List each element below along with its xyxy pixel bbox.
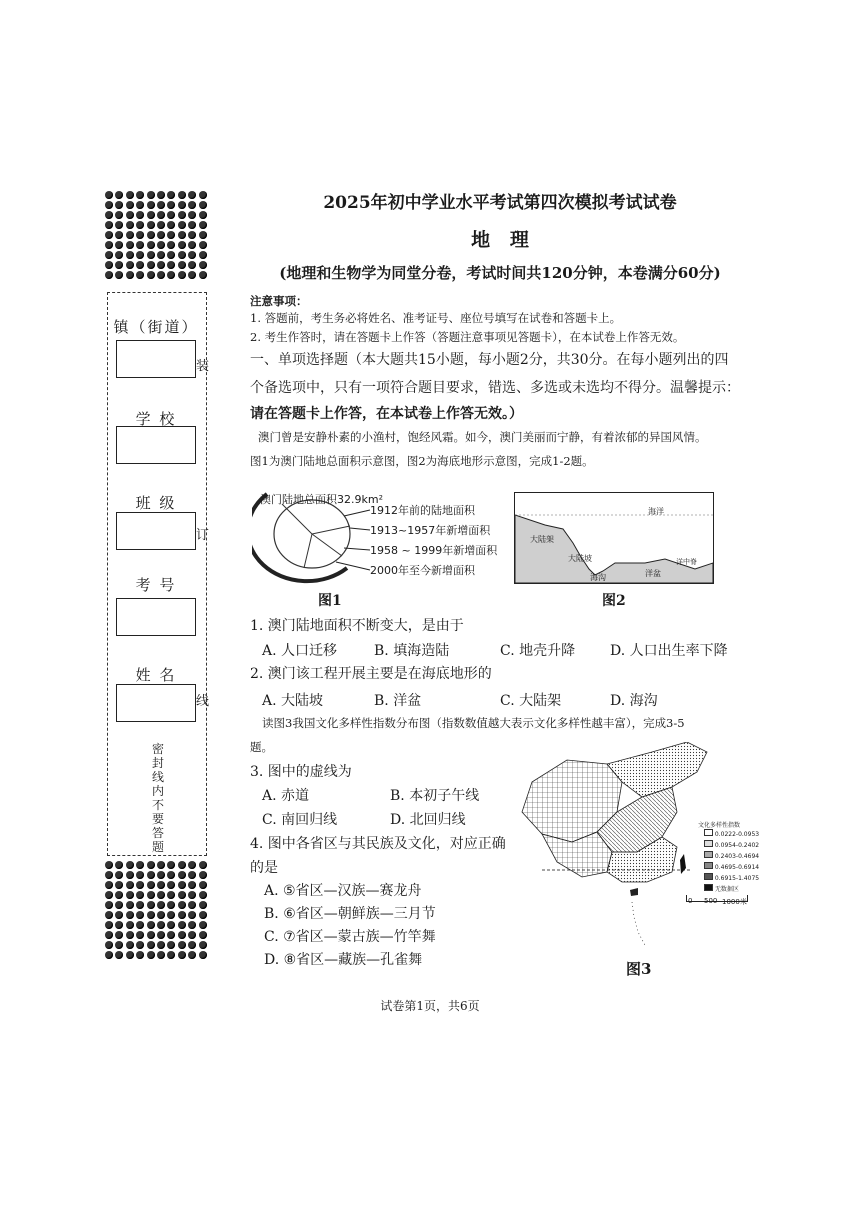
passage1-line2: 图1为澳门陆地总面积示意图，图2为海底地形示意图，完成1-2题。 bbox=[250, 454, 594, 468]
section1-line2: 个备选项中，只有一项符合题目要求，错选、多选或未选均不得分。温馨提示： bbox=[250, 380, 740, 396]
figure2-caption: 图2 bbox=[602, 593, 626, 609]
binding-dot bbox=[199, 941, 207, 949]
section1-line3: 请在答题卡上作答，在本试卷上作答无效。） bbox=[250, 406, 523, 422]
binding-dot bbox=[167, 271, 175, 279]
binding-dot bbox=[115, 271, 123, 279]
binding-dot bbox=[136, 201, 144, 209]
binding-dot bbox=[199, 191, 207, 199]
binding-dot bbox=[126, 201, 134, 209]
question-2-option-a[interactable]: A. 大陆坡 bbox=[262, 693, 324, 709]
binding-dot bbox=[178, 911, 186, 919]
class-label: 班 级 bbox=[135, 494, 177, 512]
figure1-legend-3: 1958 ~ 1999年新增面积 bbox=[370, 544, 498, 557]
binding-dot bbox=[115, 191, 123, 199]
binding-dot bbox=[147, 191, 155, 199]
binding-dot bbox=[188, 901, 196, 909]
binding-dot bbox=[115, 881, 123, 889]
binding-dot bbox=[199, 901, 207, 909]
binding-dot bbox=[167, 211, 175, 219]
binding-dot bbox=[178, 871, 186, 879]
binding-dot bbox=[136, 901, 144, 909]
binding-dot bbox=[199, 251, 207, 259]
exam-number-label: 考 号 bbox=[135, 576, 177, 594]
binding-dots-top bbox=[104, 190, 208, 280]
binding-dot bbox=[188, 951, 196, 959]
binding-dot bbox=[126, 941, 134, 949]
binding-dot bbox=[167, 251, 175, 259]
binding-dot bbox=[167, 231, 175, 239]
exam-subtitle: (地理和生物学为同堂分卷，考试时间共120分钟，本卷满分60分) bbox=[279, 264, 721, 282]
binding-dot bbox=[126, 211, 134, 219]
binding-dot bbox=[199, 911, 207, 919]
binding-dot bbox=[136, 921, 144, 929]
binding-dot bbox=[167, 921, 175, 929]
binding-dot bbox=[126, 931, 134, 939]
binding-dot bbox=[178, 901, 186, 909]
binding-dot bbox=[167, 931, 175, 939]
binding-dot bbox=[126, 271, 134, 279]
binding-dot bbox=[126, 881, 134, 889]
binding-dot bbox=[126, 901, 134, 909]
binding-dot bbox=[188, 261, 196, 269]
binding-dot bbox=[157, 241, 165, 249]
binding-dot bbox=[178, 261, 186, 269]
legend-row: 0.4695-0.6914 bbox=[704, 862, 764, 873]
exam-number-field[interactable] bbox=[116, 598, 196, 636]
binding-dot bbox=[157, 921, 165, 929]
binding-dot bbox=[115, 261, 123, 269]
binding-dot bbox=[105, 891, 113, 899]
subject-title: 地 理 bbox=[471, 229, 529, 251]
binding-dot bbox=[147, 901, 155, 909]
binding-dot bbox=[136, 231, 144, 239]
binding-dot bbox=[188, 221, 196, 229]
binding-dot bbox=[126, 241, 134, 249]
binding-dot bbox=[157, 941, 165, 949]
binding-dots-bottom bbox=[104, 860, 208, 960]
binding-dot bbox=[105, 901, 113, 909]
passage2-line2: 题。 bbox=[250, 740, 273, 754]
binding-dot bbox=[115, 941, 123, 949]
binding-dot bbox=[136, 211, 144, 219]
figure2-label-shelf: 大陆架 bbox=[530, 535, 554, 544]
binding-dot bbox=[199, 211, 207, 219]
binding-dot bbox=[178, 191, 186, 199]
binding-dot bbox=[115, 251, 123, 259]
binding-dot bbox=[167, 881, 175, 889]
binding-dot bbox=[126, 871, 134, 879]
binding-dot bbox=[188, 211, 196, 219]
binding-dot bbox=[167, 911, 175, 919]
binding-dot bbox=[126, 261, 134, 269]
binding-dot bbox=[105, 251, 113, 259]
binding-dot bbox=[105, 191, 113, 199]
legend-row: 0.0222-0.0953 bbox=[704, 829, 764, 840]
binding-dot bbox=[136, 261, 144, 269]
binding-dot bbox=[188, 911, 196, 919]
binding-dot bbox=[147, 251, 155, 259]
passage2-line1: 读图3我国文化多样性指数分布图（指数数值越大表示文化多样性越丰富），完成3-5 bbox=[262, 716, 685, 730]
binding-dot bbox=[178, 221, 186, 229]
binding-dot bbox=[105, 241, 113, 249]
binding-dot bbox=[105, 951, 113, 959]
map-south-sea-islands bbox=[632, 902, 646, 947]
question-1-stem: 1. 澳门陆地面积不断变大，是由于 bbox=[250, 618, 464, 634]
binding-dot bbox=[115, 221, 123, 229]
class-field[interactable] bbox=[116, 512, 196, 550]
binding-dot bbox=[199, 221, 207, 229]
binding-dot bbox=[105, 221, 113, 229]
figure2-label-slope: 大陆坡 bbox=[568, 554, 592, 563]
binding-dot bbox=[199, 951, 207, 959]
binding-dot bbox=[157, 271, 165, 279]
binding-dot bbox=[126, 221, 134, 229]
question-4-option-b[interactable]: B. ⑥省区—朝鲜族—三月节 bbox=[264, 906, 436, 922]
question-3-option-b[interactable]: B. 本初子午线 bbox=[390, 788, 480, 804]
binding-dot bbox=[136, 191, 144, 199]
figure2-seafloor-profile bbox=[515, 515, 713, 583]
binding-dot bbox=[147, 951, 155, 959]
figure1-caption: 图1 bbox=[318, 593, 342, 609]
binding-dot bbox=[115, 201, 123, 209]
binding-dot bbox=[115, 891, 123, 899]
binding-dot bbox=[199, 931, 207, 939]
binding-dot bbox=[136, 271, 144, 279]
binding-dot bbox=[178, 231, 186, 239]
binding-dot bbox=[115, 231, 123, 239]
binding-dot bbox=[157, 221, 165, 229]
name-label: 姓 名 bbox=[135, 666, 177, 684]
question-3-option-a[interactable]: A. 赤道 bbox=[262, 788, 310, 804]
binding-dot bbox=[178, 931, 186, 939]
binding-dot bbox=[136, 871, 144, 879]
binding-dot bbox=[126, 911, 134, 919]
seal-warning: 密 封 线 内 不 要 答 题 bbox=[151, 742, 164, 854]
question-4-option-d[interactable]: D. ⑧省区—藏族—孔雀舞 bbox=[264, 952, 423, 968]
binding-dot bbox=[157, 231, 165, 239]
binding-dot bbox=[105, 921, 113, 929]
legend-row: 无数据区 bbox=[704, 884, 764, 895]
legend-row: 0.6915-1.4075 bbox=[704, 873, 764, 884]
figure3-scale-500: 500 bbox=[704, 897, 718, 905]
binding-dot bbox=[167, 221, 175, 229]
binding-dot bbox=[178, 241, 186, 249]
binding-dot bbox=[188, 921, 196, 929]
binding-dot bbox=[157, 871, 165, 879]
question-1-option-a[interactable]: A. 人口迁移 bbox=[262, 643, 338, 659]
figure1-total-label: 澳门陆地总面积32.9km² bbox=[260, 493, 383, 506]
school-field[interactable] bbox=[116, 426, 196, 464]
binding-dot bbox=[105, 861, 113, 869]
figure1-legend-2: 1913~1957年新增面积 bbox=[370, 524, 491, 537]
binding-dot bbox=[136, 891, 144, 899]
binding-dot bbox=[199, 881, 207, 889]
binding-dot bbox=[188, 891, 196, 899]
binding-dot bbox=[147, 201, 155, 209]
binding-dot bbox=[105, 881, 113, 889]
map-taiwan bbox=[680, 854, 686, 874]
binding-dot bbox=[147, 931, 155, 939]
figure3-caption: 图3 bbox=[626, 960, 652, 978]
binding-dot bbox=[188, 861, 196, 869]
binding-dot bbox=[147, 921, 155, 929]
binding-dot bbox=[105, 871, 113, 879]
binding-dot bbox=[136, 951, 144, 959]
binding-dot bbox=[178, 951, 186, 959]
binding-dot bbox=[178, 881, 186, 889]
binding-dot bbox=[199, 861, 207, 869]
binding-dot bbox=[167, 891, 175, 899]
binding-dot bbox=[188, 931, 196, 939]
exam-title: 2025年初中学业水平考试第四次模拟考试试卷 bbox=[323, 193, 677, 213]
page-footer: 试卷第1页，共6页 bbox=[380, 999, 480, 1013]
binding-dot bbox=[115, 911, 123, 919]
binding-dot bbox=[167, 261, 175, 269]
binding-dot bbox=[157, 911, 165, 919]
school-label: 学 校 bbox=[135, 410, 177, 428]
question-4-option-a[interactable]: A. ⑤省区—汉族—赛龙舟 bbox=[264, 883, 422, 899]
binding-dot bbox=[199, 271, 207, 279]
binding-dot bbox=[199, 241, 207, 249]
binding-dot bbox=[136, 251, 144, 259]
binding-dot bbox=[199, 891, 207, 899]
binding-dot bbox=[126, 921, 134, 929]
binding-dot bbox=[188, 871, 196, 879]
binding-dot bbox=[167, 191, 175, 199]
notice-item-1: 1. 答题前，考生务必将姓名、准考证号、座位号填写在试卷和答题卡上。 bbox=[250, 311, 622, 325]
binding-dot bbox=[188, 941, 196, 949]
binding-dot bbox=[157, 891, 165, 899]
binding-dot bbox=[105, 231, 113, 239]
figure2-label-ridge: 洋中脊 bbox=[676, 558, 697, 566]
figure3-legend-title: 文化多样性指数 bbox=[698, 822, 741, 829]
section1-line1: 一、单项选择题（本大题共15小题，每小题2分，共30分。在每小题列出的四 bbox=[250, 352, 729, 368]
binding-dot bbox=[147, 271, 155, 279]
binding-dot bbox=[157, 881, 165, 889]
binding-dot bbox=[105, 941, 113, 949]
binding-dot bbox=[199, 871, 207, 879]
binding-dot bbox=[115, 861, 123, 869]
notice-heading: 注意事项： bbox=[250, 294, 308, 308]
figure2-label-ocean: 海洋 bbox=[648, 507, 664, 516]
binding-dot bbox=[157, 261, 165, 269]
binding-dot bbox=[188, 251, 196, 259]
binding-dot bbox=[136, 881, 144, 889]
binding-dot bbox=[167, 201, 175, 209]
binding-dot bbox=[199, 201, 207, 209]
figure2-label-trench: 海沟 bbox=[590, 573, 606, 582]
figure3-scale-0: 0 bbox=[688, 897, 693, 905]
binding-dot bbox=[178, 251, 186, 259]
binding-dot bbox=[188, 201, 196, 209]
binding-dot bbox=[188, 881, 196, 889]
binding-dot bbox=[178, 921, 186, 929]
binding-dot bbox=[126, 891, 134, 899]
binding-dot bbox=[199, 261, 207, 269]
question-2-option-b[interactable]: B. 洋盆 bbox=[374, 693, 422, 709]
question-4-option-c[interactable]: C. ⑦省区—蒙古族—竹竿舞 bbox=[264, 929, 436, 945]
question-3-stem: 3. 图中的虚线为 bbox=[250, 764, 352, 780]
binding-dot bbox=[105, 931, 113, 939]
question-4-stem-line2: 的是 bbox=[250, 860, 278, 876]
map-north-region bbox=[607, 742, 707, 797]
binding-dot bbox=[136, 221, 144, 229]
binding-dot bbox=[167, 901, 175, 909]
town-label: 镇（街道） bbox=[113, 318, 199, 336]
binding-dot bbox=[115, 931, 123, 939]
binding-dot bbox=[178, 271, 186, 279]
town-field[interactable] bbox=[116, 340, 196, 378]
binding-dot bbox=[126, 191, 134, 199]
binding-dot bbox=[147, 911, 155, 919]
question-1-option-d[interactable]: D. 人口出生率下降 bbox=[610, 643, 728, 659]
binding-dot bbox=[157, 951, 165, 959]
binding-dot bbox=[178, 891, 186, 899]
question-3-option-c[interactable]: C. 南回归线 bbox=[262, 812, 338, 828]
binding-dot bbox=[178, 941, 186, 949]
binding-dot bbox=[105, 261, 113, 269]
question-2-option-c[interactable]: C. 大陆架 bbox=[500, 693, 562, 709]
binding-dot bbox=[115, 921, 123, 929]
notice-item-2: 2. 考生作答时，请在答题卡上作答（答题注意事项见答题卡），在本试卷上作答无效。 bbox=[250, 330, 685, 344]
map-hainan bbox=[630, 888, 638, 896]
binding-dot bbox=[115, 901, 123, 909]
binding-dot bbox=[136, 941, 144, 949]
binding-dot bbox=[157, 901, 165, 909]
bind-mark-ding: 订 bbox=[196, 528, 210, 543]
binding-dot bbox=[126, 951, 134, 959]
binding-dot bbox=[157, 931, 165, 939]
question-3-option-d[interactable]: D. 北回归线 bbox=[390, 812, 466, 828]
binding-dot bbox=[147, 891, 155, 899]
binding-dot bbox=[178, 861, 186, 869]
figure3-legend bbox=[704, 829, 764, 895]
binding-dot bbox=[105, 211, 113, 219]
binding-dot bbox=[188, 271, 196, 279]
figure1-outer-arc bbox=[252, 494, 347, 581]
binding-dot bbox=[167, 241, 175, 249]
binding-dot bbox=[115, 241, 123, 249]
binding-dot bbox=[136, 861, 144, 869]
name-field[interactable] bbox=[116, 684, 196, 722]
bind-mark-xian: 线 bbox=[196, 694, 210, 709]
binding-dot bbox=[136, 911, 144, 919]
binding-dot bbox=[136, 931, 144, 939]
question-2-stem: 2. 澳门该工程开展主要是在海底地形的 bbox=[250, 666, 492, 682]
figure2-label-basin: 洋盆 bbox=[645, 569, 661, 578]
question-1-option-c[interactable]: C. 地壳升降 bbox=[500, 643, 576, 659]
binding-dot bbox=[105, 911, 113, 919]
binding-dot bbox=[167, 871, 175, 879]
binding-dot bbox=[167, 941, 175, 949]
binding-dot bbox=[157, 211, 165, 219]
binding-dot bbox=[167, 951, 175, 959]
figure1-legend-4: 2000年至今新增面积 bbox=[370, 564, 475, 577]
question-4-stem-line1: 4. 图中各省区与其民族及文化，对应正确 bbox=[250, 836, 506, 852]
binding-dot bbox=[147, 941, 155, 949]
binding-dot bbox=[178, 211, 186, 219]
binding-dot bbox=[136, 241, 144, 249]
binding-dot bbox=[147, 211, 155, 219]
question-1-option-b[interactable]: B. 填海造陆 bbox=[374, 643, 450, 659]
binding-dot bbox=[157, 191, 165, 199]
legend-row: 0.0954-0.2402 bbox=[704, 840, 764, 851]
question-2-option-d[interactable]: D. 海沟 bbox=[610, 693, 658, 709]
binding-dot bbox=[178, 201, 186, 209]
binding-dot bbox=[157, 201, 165, 209]
figure1-legend-1: 1912年前的陆地面积 bbox=[370, 504, 475, 517]
binding-dot bbox=[147, 231, 155, 239]
figure3-scale-1000: 1000米 bbox=[722, 898, 747, 906]
binding-dot bbox=[147, 261, 155, 269]
binding-dot bbox=[199, 231, 207, 239]
binding-dot bbox=[126, 231, 134, 239]
bind-mark-zhuang: 装 bbox=[196, 359, 210, 374]
binding-dot bbox=[105, 271, 113, 279]
passage1-line1: 澳门曾是安静朴素的小渔村，饱经风霜。如今，澳门美丽而宁静，有着浓郁的异国风情。 bbox=[258, 430, 707, 444]
binding-dot bbox=[105, 201, 113, 209]
binding-dot bbox=[147, 871, 155, 879]
binding-dot bbox=[157, 251, 165, 259]
binding-dot bbox=[167, 861, 175, 869]
binding-dot bbox=[199, 921, 207, 929]
binding-dot bbox=[157, 861, 165, 869]
binding-dot bbox=[188, 231, 196, 239]
binding-dot bbox=[147, 221, 155, 229]
binding-dot bbox=[126, 861, 134, 869]
binding-dot bbox=[115, 871, 123, 879]
binding-dot bbox=[147, 241, 155, 249]
binding-dot bbox=[126, 251, 134, 259]
binding-dot bbox=[115, 951, 123, 959]
binding-dot bbox=[188, 191, 196, 199]
binding-dot bbox=[147, 861, 155, 869]
legend-row: 0.2403-0.4694 bbox=[704, 851, 764, 862]
binding-dot bbox=[115, 211, 123, 219]
binding-dot bbox=[147, 881, 155, 889]
binding-dot bbox=[188, 241, 196, 249]
